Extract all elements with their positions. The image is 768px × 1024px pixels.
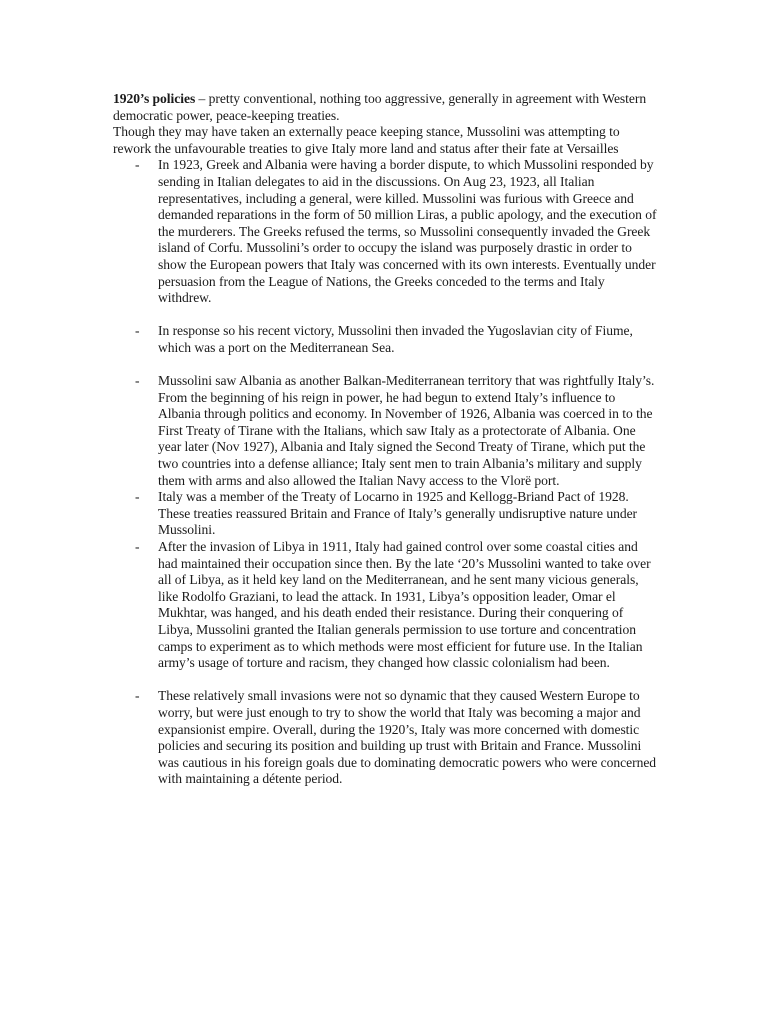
bullet-dash: - [135, 157, 140, 173]
bullet-item-albania [113, 373, 658, 489]
bullet-dash: - [135, 323, 140, 339]
bullet-text: Mussolini saw Albania as another Balkan-Mediterranean territory that was rightfully Italy’s. From the beginning of his reign in power, he had begun to extend Italy’s influence to Albania through politics and economy. In November of 1926, Albania was coerced in to the First Treaty of Tirane with the Italians, which saw Italy as a protectorate of Albania. One year later (Nov 1927), Albania and Italy signed the Second Treaty of Tirane, which put the two countries into a defense alliance; Italy sent men to train Albania’s military and supply them with arms and also allowed the Italian Navy access to the Vlorë port. [158, 373, 655, 488]
bullet-text: These relatively small invasions were not so dynamic that they caused Western Europe to worry, but were just enough to try to show the world that Italy was becoming a major and expansionist empire. Overall, during the 1920’s, Italy was more concerned with domestic policies and securing its position and building up trust with Britain and France. Mussolini was cautious in his foreign goals due to dominating democratic powers who were concerned with maintaining a détente period. [158, 688, 657, 787]
heading-description: – pretty conventional, nothing too aggressive, generally in agreement with Western democratic power, peace-keeping treaties. [113, 91, 647, 123]
bullet-dash: - [135, 539, 140, 555]
bullet-item-summary [113, 688, 658, 788]
bullet-dash: - [135, 373, 140, 389]
bullet-text: After the invasion of Libya in 1911, Italy had gained control over some coastal cities and had maintained their occupation since then. By the late ‘20’s Mussolini wanted to take over all of Libya, as it held key land on the Mediterranean, and he sent many vicious generals, like Rodolfo Graziani, to lead the attack. In 1931, Libya’s opposition leader, Omar el Mukhtar, was hanged, and his death ended their resistance. During their conquering of Libya, Mussolini granted the Italian generals permission to use torture and concentration camps to experiment as to which methods were most efficient for future use. In the Italian army’s usage of torture and racism, they changed how classic colonialism had been. [158, 539, 651, 671]
document-page [113, 91, 658, 788]
context-paragraph: Though they may have taken an externally peace keeping stance, Mussolini was attempting to rework the unfavourable treaties to give Italy more land and status after their fate at Versailles [113, 124, 620, 156]
bullet-item-corfu [113, 157, 658, 306]
bullet-list [113, 157, 658, 788]
bullet-text: In response so his recent victory, Mussolini then invaded the Yugoslavian city of Fiume, which was a port on the Mediterranean Sea. [158, 323, 633, 355]
bullet-item-locarno [113, 489, 658, 539]
bullet-text: In 1923, Greek and Albania were having a border dispute, to which Mussolini responded by sending in Italian delegates to aid in the discussions. On Aug 23, 1923, all Italian representatives, including a general, were killed. Mussolini was furious with Greece and demanded reparations in the form of 50 million Liras, a public apology, and the execution of the murderers. The Greeks refused the terms, so Mussolini consequently invaded the Greek island of Corfu. Mussolini’s order to occupy the island was purposely drastic in order to show the European powers that Italy was concerned with its own interests. Eventually under persuasion from the League of Nations, the Greeks conceded to the terms and Italy withdrew. [158, 157, 657, 306]
bullet-text: Italy was a member of the Treaty of Locarno in 1925 and Kellogg-Briand Pact of 1928. These treaties reassured Britain and France of Italy’s generally undisruptive nature under Mussolini. [158, 489, 638, 538]
bullet-item-libya [113, 539, 658, 672]
bullet-dash: - [135, 688, 140, 704]
intro-paragraph [113, 91, 658, 124]
section-heading: 1920’s policies [113, 91, 196, 106]
bullet-dash: - [135, 489, 140, 505]
bullet-item-fiume [113, 323, 658, 356]
